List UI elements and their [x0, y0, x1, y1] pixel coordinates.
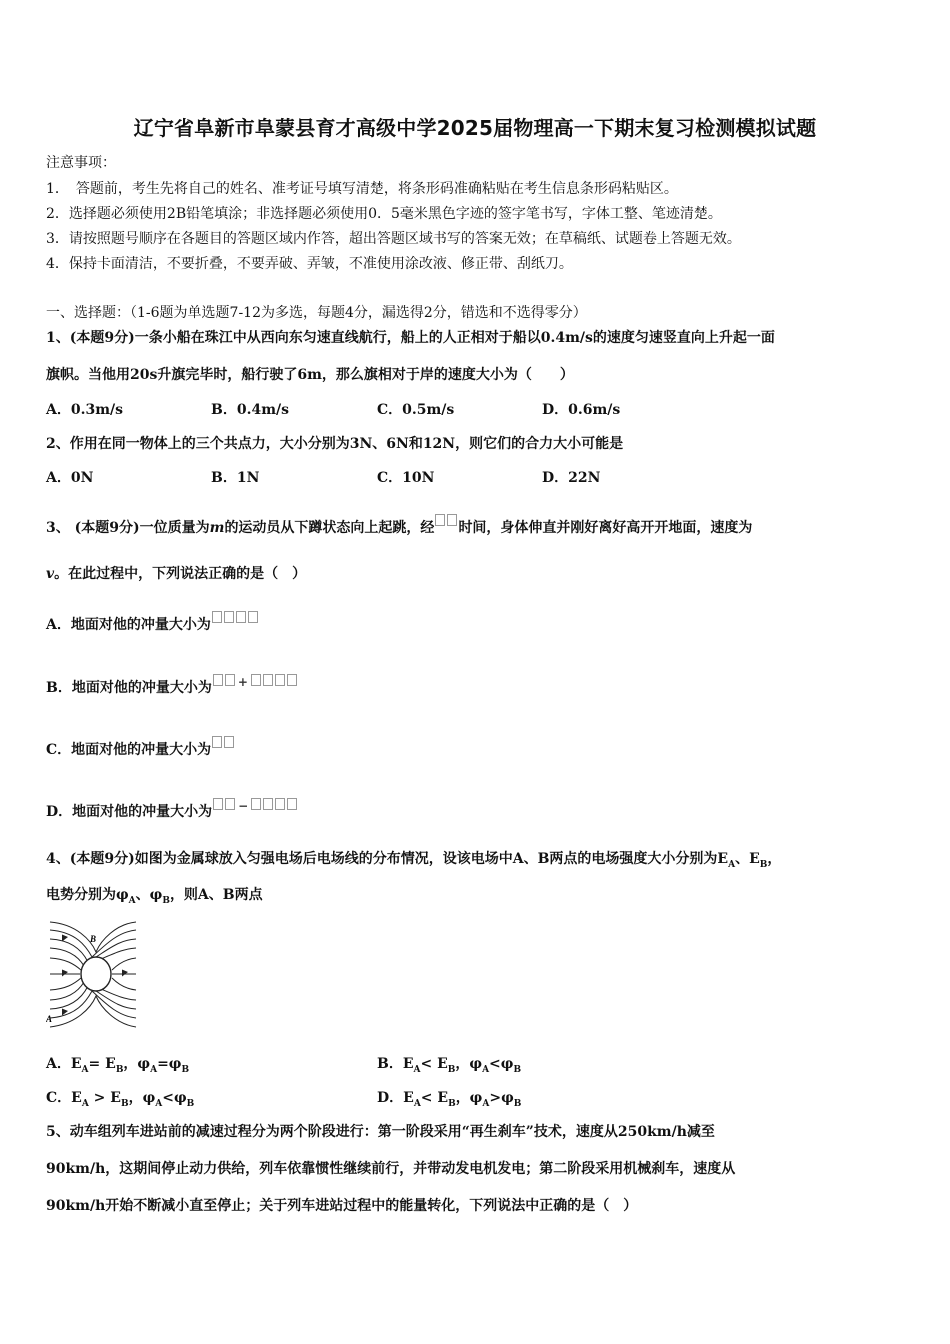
option-text: E: [71, 1090, 82, 1106]
option-letter: D．: [377, 1090, 404, 1106]
formula-placeholder-icon: [263, 798, 273, 810]
minus-sign: −: [238, 799, 249, 813]
option-letter: A．: [46, 617, 71, 633]
option-text: ，φ: [455, 1090, 483, 1106]
formula-placeholder-icon: [447, 514, 457, 526]
notice-heading: 注意事项：: [46, 155, 116, 171]
subscript: B: [120, 1098, 129, 1109]
q2-option-d: D．22N: [542, 470, 601, 486]
subscript: B: [162, 895, 170, 906]
q4-option-a: [46, 1053, 189, 1075]
q4-text-f: ，则A、B两点: [169, 887, 263, 903]
question-3-text: [46, 563, 306, 583]
page-title: 辽宁省阜新市阜蒙县育才高级中学2025届物理高一下期末复习检测模拟试题: [133, 116, 817, 140]
subscript: A: [128, 895, 136, 906]
q4-option-b: [377, 1053, 521, 1075]
q4-text-c: ，: [767, 851, 782, 867]
question-4-text: [46, 884, 263, 906]
formula-placeholder-icon: [224, 736, 234, 748]
subscript: A: [413, 1064, 421, 1075]
formula-placeholder-icon: [248, 611, 258, 623]
q3-option-b: [46, 674, 298, 697]
subscript: B: [513, 1064, 522, 1075]
q3-text-a: 3、 (本题9分)一位质量为: [46, 520, 210, 536]
subscript: A: [155, 1098, 163, 1109]
option-text: 地面对他的冲量大小为: [72, 804, 213, 820]
option-text: 地面对他的冲量大小为: [70, 617, 211, 633]
section-heading: 一、选择题：（1-6题为单选题7-12为多选，每题4分，漏选得2分，错选和不选得零分）: [46, 305, 587, 321]
question-1-text: 旗帜。当他用20s升旗完毕时，船行驶了6m，那么旗相对于岸的速度大小为（ ）: [46, 367, 574, 383]
formula-placeholder-icon: [236, 611, 246, 623]
metal-sphere: [81, 957, 111, 991]
option-text: = E: [88, 1056, 116, 1072]
option-text: <φ: [489, 1056, 514, 1072]
question-4-text: [46, 848, 781, 870]
q3-option-c: [46, 736, 235, 759]
option-letter: D．: [46, 804, 73, 820]
subscript: B: [186, 1098, 195, 1109]
subscript: A: [728, 859, 736, 870]
option-text: E: [402, 1056, 414, 1072]
q2-option-a: A．0N: [46, 470, 94, 486]
q4-option-d: [377, 1087, 521, 1109]
q4-text-e: 、φ: [135, 887, 163, 903]
q3-option-a: [46, 611, 259, 634]
question-5-text: 90km/h开始不断减小直至停止；关于列车进站过程中的能量转化，下列说法中正确的是（ ）: [46, 1198, 638, 1214]
arrow-icon: [122, 970, 128, 977]
option-text: 地面对他的冲量大小为: [71, 680, 212, 696]
subscript: A: [81, 1098, 89, 1109]
formula-placeholder-icon: [225, 674, 235, 686]
option-text: 地面对他的冲量大小为: [71, 742, 212, 758]
q3-mass-symbol: m: [209, 520, 225, 536]
formula-placeholder-icon: [251, 798, 261, 810]
subscript: B: [759, 859, 768, 870]
question-5-text: 90km/h，这期间停止动力供给，列车依靠惯性继续前行，并带动发电机发电；第二阶段采用机械刹车，速度从: [46, 1161, 736, 1177]
option-text: ，φ: [455, 1056, 483, 1072]
q3-text-c: 时间，身体伸直并刚好离好高开开地面，速度为: [458, 520, 753, 536]
option-text: < E: [420, 1090, 449, 1106]
formula-placeholder-icon: [225, 798, 235, 810]
q2-option-c: C．10N: [377, 470, 435, 486]
notice-item: 3．请按照题号顺序在各题目的答题区域内作答，超出答题区域书写的答案无效；在草稿纸、试题卷上答题无效。: [46, 231, 741, 247]
notice-item: 1． 答题前，考生先将自己的姓名、准考证号填写清楚，将条形码准确粘贴在考生信息条形码粘贴区。: [46, 181, 678, 197]
option-text: >φ: [489, 1090, 514, 1106]
subscript: A: [482, 1098, 490, 1109]
formula-placeholder-icon: [213, 798, 223, 810]
formula-placeholder-icon: [275, 798, 285, 810]
q3-text-b: 的运动员从下蹲状态向上起跳，经: [224, 520, 435, 536]
option-text: E: [403, 1090, 414, 1106]
subscript: A: [482, 1064, 490, 1075]
q4-text-b: 、E: [735, 851, 760, 867]
q4-text-d: 电势分别为φ: [46, 887, 129, 903]
option-letter: B．: [377, 1056, 403, 1072]
formula-placeholder-icon: [212, 736, 222, 748]
question-1-text: 1、(本题9分)一条小船在珠江中从西向东匀速直线航行，船上的人正相对于船以0.4m/s的速度匀速竖直向上升起一面: [46, 330, 775, 346]
subscript: A: [81, 1064, 89, 1075]
option-text: =φ: [157, 1056, 182, 1072]
point-b-label: B: [90, 934, 97, 944]
formula-placeholder-icon: [263, 674, 273, 686]
q2-option-b: B．1N: [211, 470, 260, 486]
option-text: E: [70, 1056, 82, 1072]
q3-option-d: [46, 798, 298, 821]
field-line: [50, 958, 81, 970]
arrow-icon: [62, 970, 68, 977]
electric-field-figure: [46, 912, 138, 1040]
arrow-icon: [62, 935, 68, 942]
formula-placeholder-icon: [213, 674, 223, 686]
question-2-text: 2、作用在同一物体上的三个共点力，大小分别为3N、6N和12N，则它们的合力大小可能是: [46, 436, 624, 452]
field-line: [112, 958, 136, 970]
point-a-label: A: [46, 1014, 53, 1024]
q3-text-d: 。在此过程中，下列说法正确的是（ ）: [54, 566, 307, 582]
q1-option-b: B．0.4m/s: [211, 402, 289, 418]
subscript: B: [181, 1064, 190, 1075]
option-letter: C．: [46, 742, 72, 758]
subscript: A: [150, 1064, 158, 1075]
q1-option-a: A．0.3m/s: [46, 402, 124, 418]
field-line: [112, 978, 136, 990]
option-text: < E: [420, 1056, 448, 1072]
q1-option-c: C．0.5m/s: [377, 402, 455, 418]
q4-text-a: 4、(本题9分)如图为金属球放入匀强电场后电场线的分布情况，设该电场中A、B两点的电场强度大小分别为E: [46, 851, 729, 867]
formula-placeholder-icon: [287, 798, 297, 810]
option-letter: C．: [46, 1090, 72, 1106]
option-letter: B．: [46, 680, 72, 696]
option-text: ，φ: [128, 1090, 156, 1106]
field-line: [50, 978, 81, 990]
formula-placeholder-icon: [224, 611, 234, 623]
question-3-text: [46, 514, 752, 537]
option-text: > E: [88, 1090, 121, 1106]
subscript: B: [447, 1064, 456, 1075]
formula-placeholder-icon: [275, 674, 285, 686]
q4-option-c: [46, 1087, 194, 1109]
option-text: ，φ: [123, 1056, 151, 1072]
subscript: B: [448, 1098, 456, 1109]
formula-placeholder-icon: [251, 674, 261, 686]
q1-option-d: D．0.6m/s: [542, 402, 621, 418]
subscript: B: [115, 1064, 124, 1075]
option-text: <φ: [162, 1090, 187, 1106]
question-5-text: 5、动车组列车进站前的减速过程分为两个阶段进行：第一阶段采用“再生刹车”技术，速度从250km/h减至: [46, 1124, 715, 1140]
formula-placeholder-icon: [212, 611, 222, 623]
subscript: A: [413, 1098, 421, 1109]
plus-sign: +: [237, 675, 248, 689]
subscript: B: [513, 1098, 522, 1109]
formula-placeholder-icon: [435, 514, 445, 526]
q3-velocity-symbol: v: [46, 566, 55, 582]
notice-item: 4．保持卡面清洁，不要折叠，不要弄破、弄皱，不准使用涂改液、修正带、刮纸刀。: [46, 256, 573, 272]
formula-placeholder-icon: [287, 674, 297, 686]
option-letter: A．: [46, 1056, 71, 1072]
notice-item: 2．选择题必须使用2B铅笔填涂；非选择题必须使用0．5毫米黑色字迹的签字笔书写，字体工整、笔迹清楚。: [46, 206, 722, 222]
